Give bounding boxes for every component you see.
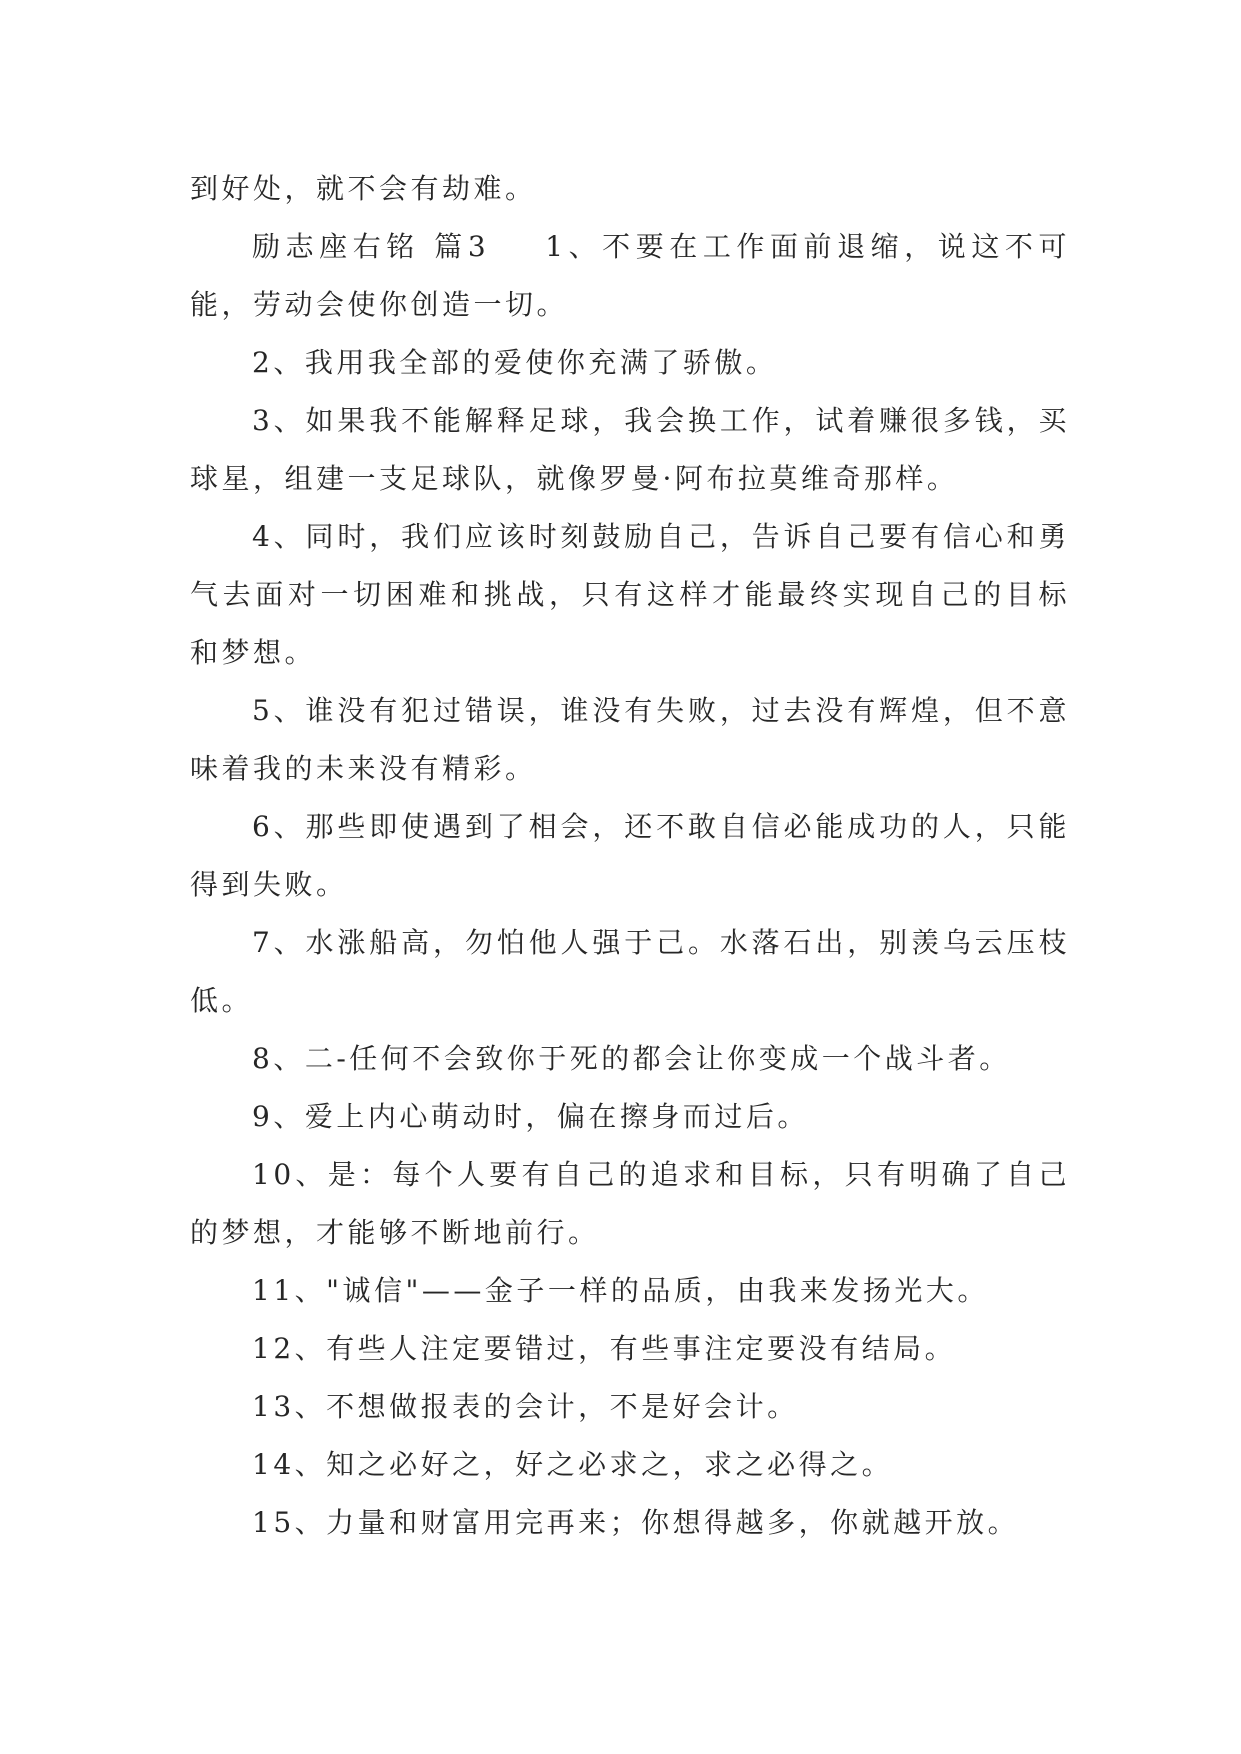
paragraph-item-9 [190,1088,1070,1146]
paragraph-item-2 [190,334,1070,392]
paragraph-item-14 [190,1436,1070,1494]
paragraph-text: 1、不要在工作面前退缩，说这不可能，劳动会使你创造一切。 [190,230,1070,321]
paragraph-text: 11、"诚信"——金子一样的品质，由我来发扬光大。 [252,1274,989,1307]
paragraph-item-5 [190,682,1070,798]
paragraph-item-12 [190,1320,1070,1378]
section-heading: 励志座右铭 篇3 [252,230,490,263]
paragraph-text: 15、力量和财富用完再来；你想得越多，你就越开放。 [252,1506,1020,1539]
paragraph-text: 5、谁没有犯过错误，谁没有失败，过去没有辉煌，但不意味着我的未来没有精彩。 [190,694,1070,785]
paragraph-text: 到好处，就不会有劫难。 [190,172,537,205]
paragraph-text: 8、二-任何不会致你于死的都会让你变成一个战斗者。 [252,1042,1011,1075]
paragraph-heading-item-1 [190,218,1070,334]
paragraph-continuation [190,160,1070,218]
paragraph-text: 2、我用我全部的爱使你充满了骄傲。 [252,346,778,379]
paragraph-item-4 [190,508,1070,682]
paragraph-item-15 [190,1494,1070,1552]
paragraph-text: 3、如果我不能解释足球，我会换工作，试着赚很多钱，买球星，组建一支足球队，就像罗曼·阿布拉莫维奇那样。 [190,404,1070,495]
paragraph-item-13 [190,1378,1070,1436]
paragraph-text: 9、爱上内心萌动时，偏在擦身而过后。 [252,1100,809,1133]
paragraph-item-7 [190,914,1070,1030]
paragraph-text: 12、有些人注定要错过，有些事注定要没有结局。 [252,1332,957,1365]
paragraph-text: 13、不想做报表的会计，不是好会计。 [252,1390,799,1423]
paragraph-item-11 [190,1262,1070,1320]
paragraph-item-6 [190,798,1070,914]
paragraph-item-10 [190,1146,1070,1262]
document-body [190,160,1070,1552]
paragraph-item-8 [190,1030,1070,1088]
paragraph-text: 7、水涨船高，勿怕他人强于己。水落石出，别羡乌云压枝低。 [190,926,1070,1017]
paragraph-item-3 [190,392,1070,508]
paragraph-text: 10、是：每个人要有自己的追求和目标，只有明确了自己的梦想，才能够不断地前行。 [190,1158,1070,1249]
paragraph-text: 4、同时，我们应该时刻鼓励自己，告诉自己要有信心和勇气去面对一切困难和挑战，只有这样才能最终实现自己的目标和梦想。 [190,520,1070,669]
paragraph-text: 14、知之必好之，好之必求之，求之必得之。 [252,1448,894,1481]
paragraph-text: 6、那些即使遇到了相会，还不敢自信必能成功的人，只能得到失败。 [190,810,1070,901]
